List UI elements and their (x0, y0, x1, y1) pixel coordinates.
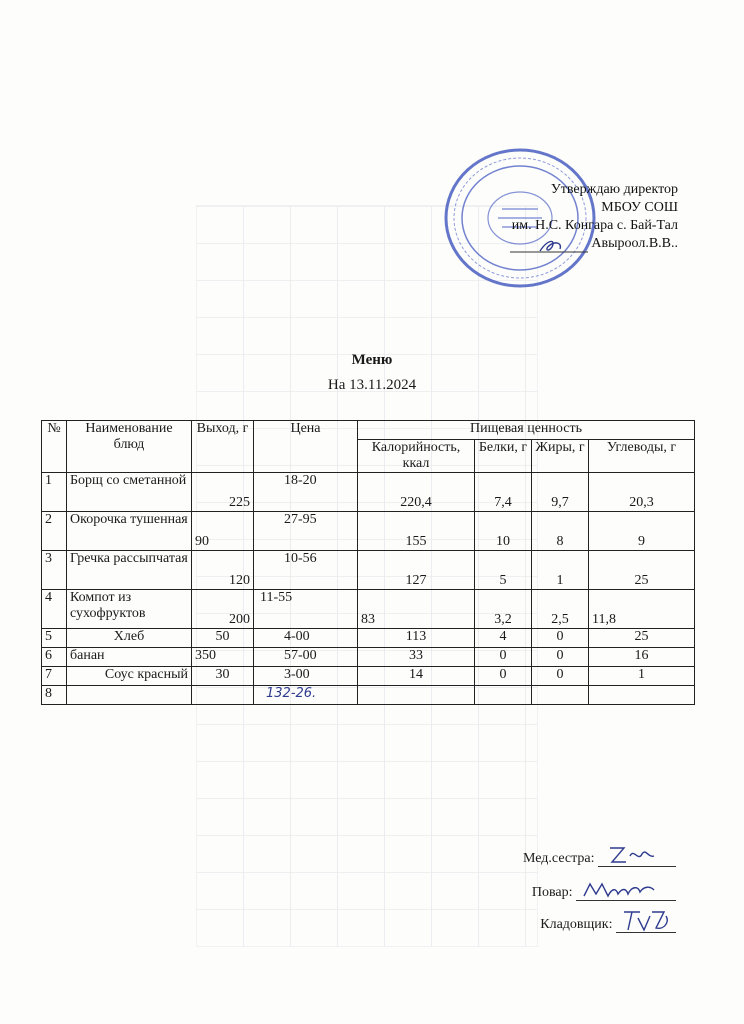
table-row (42, 648, 695, 667)
cell-carbs: 25 (589, 551, 695, 590)
cell-carbs (589, 686, 695, 705)
cell-name: Соус красный (67, 667, 192, 686)
cell-price: 10-56 (254, 551, 358, 590)
cell-name: Гречка рассыпчатая (67, 551, 192, 590)
cell-price: 11-55 (254, 590, 358, 629)
cell-protein: 10 (475, 512, 532, 551)
cell-fat: 2,5 (532, 590, 589, 629)
cell-num: 1 (42, 473, 67, 512)
cell-kcal: 33 (358, 648, 475, 667)
cell-num: 2 (42, 512, 67, 551)
storekeeper-signature-line (616, 916, 676, 933)
nurse-signature-row (523, 850, 676, 867)
table-header-row (42, 421, 695, 440)
cell-num: 4 (42, 590, 67, 629)
nurse-label: Мед.сестра: (523, 851, 595, 866)
table-row (42, 512, 695, 551)
cell-yield: 50 (192, 629, 254, 648)
cook-signature-row (532, 884, 676, 901)
header-kcal: Калорийность, ккал (358, 440, 475, 473)
cell-kcal: 127 (358, 551, 475, 590)
cell-kcal: 83 (358, 590, 475, 629)
cell-num: 8 (42, 686, 67, 705)
cell-fat: 1 (532, 551, 589, 590)
cell-yield: 30 (192, 667, 254, 686)
approval-line-3: им. Н.С. Конгара с. Бай-Тал (511, 218, 678, 233)
cell-carbs: 16 (589, 648, 695, 667)
cell-price: 57-00 (254, 648, 358, 667)
nurse-signature (602, 844, 662, 866)
table-row (42, 667, 695, 686)
menu-table (41, 420, 695, 705)
cell-fat: 0 (532, 667, 589, 686)
approval-block (510, 181, 678, 253)
cell-name (67, 686, 192, 705)
cell-protein: 4 (475, 629, 532, 648)
approval-line-2: МБОУ СОШ (601, 200, 678, 215)
approval-line-4: Авыроол.В.В.. (591, 236, 678, 251)
cell-kcal: 113 (358, 629, 475, 648)
cell-kcal: 155 (358, 512, 475, 551)
cook-signature (580, 878, 660, 900)
table-row (42, 590, 695, 629)
header-name: Наименование блюд (67, 421, 192, 473)
storekeeper-signature (620, 908, 676, 932)
cell-protein: 5 (475, 551, 532, 590)
table-row (42, 473, 695, 512)
cell-yield: 90 (192, 512, 254, 551)
cell-total-handwritten: 132-26. (254, 686, 358, 705)
cell-fat: 0 (532, 648, 589, 667)
menu-title: Меню (351, 352, 393, 368)
cell-num: 7 (42, 667, 67, 686)
cell-num: 3 (42, 551, 67, 590)
cell-kcal: 220,4 (358, 473, 475, 512)
cell-num: 5 (42, 629, 67, 648)
header-price: Цена (254, 421, 358, 473)
table-row (42, 551, 695, 590)
cell-yield: 200 (192, 590, 254, 629)
table-row (42, 629, 695, 648)
header-yield: Выход, г (192, 421, 254, 473)
cell-price: 4-00 (254, 629, 358, 648)
cell-name: Окорочка тушенная (67, 512, 192, 551)
cell-carbs: 20,3 (589, 473, 695, 512)
director-signature (510, 237, 588, 253)
cell-protein (475, 686, 532, 705)
cell-yield: 225 (192, 473, 254, 512)
cell-name: Хлеб (67, 629, 192, 648)
cell-kcal (358, 686, 475, 705)
cell-yield: 120 (192, 551, 254, 590)
cook-label: Повар: (531, 885, 573, 900)
cell-fat: 8 (532, 512, 589, 551)
cell-protein: 7,4 (475, 473, 532, 512)
approval-line-1: Утверждаю директор (550, 182, 678, 197)
cell-num: 6 (42, 648, 67, 667)
cell-price: 18-20 (254, 473, 358, 512)
cell-name: банан (67, 648, 192, 667)
cook-signature-line (576, 884, 676, 901)
cell-protein: 3,2 (475, 590, 532, 629)
header-num: № (42, 421, 67, 473)
cell-kcal: 14 (358, 667, 475, 686)
cell-protein: 0 (475, 667, 532, 686)
header-nutrition: Пищевая ценность (358, 421, 695, 440)
cell-fat (532, 686, 589, 705)
cell-price: 27-95 (254, 512, 358, 551)
approval-signature-line (510, 235, 678, 253)
cell-carbs: 11,8 (589, 590, 695, 629)
cell-price: 3-00 (254, 667, 358, 686)
cell-carbs: 9 (589, 512, 695, 551)
header-protein: Белки, г (475, 440, 532, 473)
cell-fat: 0 (532, 629, 589, 648)
cell-name: Борщ со сметанной (67, 473, 192, 512)
storekeeper-signature-row (540, 916, 676, 933)
header-carbs: Углеводы, г (589, 440, 695, 473)
cell-carbs: 25 (589, 629, 695, 648)
cell-protein: 0 (475, 648, 532, 667)
cell-yield (192, 686, 254, 705)
cell-fat: 9,7 (532, 473, 589, 512)
storekeeper-label: Кладовщик: (540, 917, 613, 932)
cell-yield: 350 (192, 648, 254, 667)
cell-carbs: 1 (589, 667, 695, 686)
menu-date: На 13.11.2024 (327, 377, 417, 393)
cell-name: Компот из сухофруктов (67, 590, 192, 629)
nurse-signature-line (598, 850, 676, 867)
header-fat: Жиры, г (532, 440, 589, 473)
table-row (42, 686, 695, 705)
